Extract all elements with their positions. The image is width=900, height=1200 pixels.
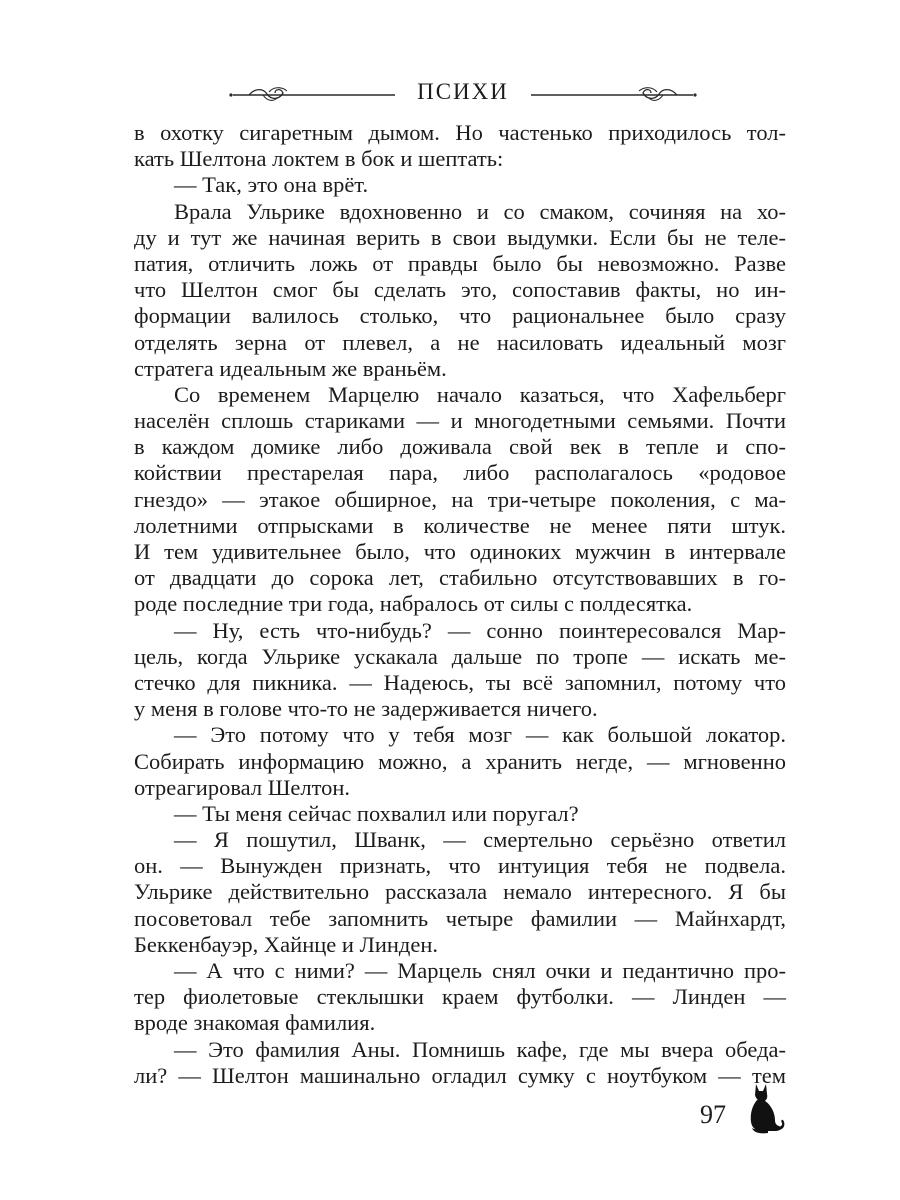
text-line: отреагировал Шелтон. [134,774,351,800]
text-line: — Так, это она врёт. [174,172,369,198]
text-line: Со временем Марцелю начало казаться, что Хафельберг [174,381,786,407]
text-line: ли? — Шелтон машинально огладил сумку с ноутбуком — тем [134,1062,786,1088]
text-line: что Шелтон смог бы сделать это, сопоставив факты, но ин- [134,277,786,303]
text-line: роде последние три года, набралось от силы с полдесятка. [134,591,693,617]
text-line: патия, отличить ложь от правды было бы невозможно. Разве [134,250,786,276]
text-line: койствии престарелая пара, либо располагалось «родовое [134,460,786,486]
page-body-text [134,120,786,1089]
text-line: он. — Вынужден признать, что интуиция тебя не подвела. [134,853,786,879]
text-line: посоветовал тебе запомнить четыре фамилии — Майнхардт, [134,905,786,931]
text-line: отделять зерна от плевел, а не насиловать идеальный мозг [134,329,786,355]
text-line: в каждом домике либо доживала свой век в тепле и спо- [134,434,786,460]
text-line: — Это потому что у тебя мозг — как большой локатор. [174,722,786,748]
running-header-title: ПСИХИ [417,79,509,104]
text-line: Беккенбауэр, Хайнце и Линден. [134,931,439,957]
text-line: — А что с ними? — Марцель снял очки и педантично про- [174,958,786,983]
text-line: от двадцати до сорока лет, стабильно отсутствовавших в го- [134,565,786,591]
text-line: в охотку сигаретным дымом. Но частенько приходилось тол- [134,120,786,145]
text-line: — Я пошутил, Шванк, — смертельно серьёзно ответил [174,827,786,853]
page-number: 97 [700,1100,726,1129]
text-line: стечко для пикника. — Надеюсь, ты всё запомнил, потому что [134,669,786,695]
text-line: лолетними отпрысками в количестве не менее пяти штук. [134,512,786,538]
text-line: ду и тут же начиная верить в свои выдумки. Если бы не теле- [134,224,786,250]
text-line: цель, когда Ульрике ускакала дальше по тропе — искать ме- [134,643,786,669]
text-line: вроде знакомая фамилия. [134,1010,376,1036]
text-line: гнездо» — этакое обширное, на три-четыре поколения, с ма- [134,486,786,512]
text-line: — Ну, есть что-нибудь? — сонно поинтересовался Мар- [174,617,786,643]
running-header [225,74,701,110]
text-line: тер фиолетовые стеклышки краем футболки. — Линден — [134,984,786,1010]
text-line: формации валилось столько, что рациональнее было сразу [134,303,786,329]
text-line: Собирать информацию можно, а хранить негде, — мгновенно [134,748,786,774]
cat-silhouette-icon [742,1080,786,1141]
text-line: И тем удивительнее было, что одиноких мужчин в интервале [134,539,786,564]
text-line: населён сплошь стариками — и многодетными семьями. Почти [134,408,786,434]
text-line: кать Шелтона локтем в бок и шептать: [134,146,504,172]
text-line: — Это фамилия Аны. Помнишь кафе, где мы вчера обеда- [174,1036,786,1062]
text-line: стратега идеальным же враньём. [134,355,447,381]
text-line: Ульрике действительно рассказала немало интересного. Я бы [134,879,786,905]
text-line: — Ты меня сейчас похвалил или поругал? [174,800,579,826]
text-line: у меня в голове что-то не задерживается ничего. [134,696,598,722]
text-line: Врала Ульрике вдохновенно и со смаком, сочиняя на хо- [174,198,786,224]
